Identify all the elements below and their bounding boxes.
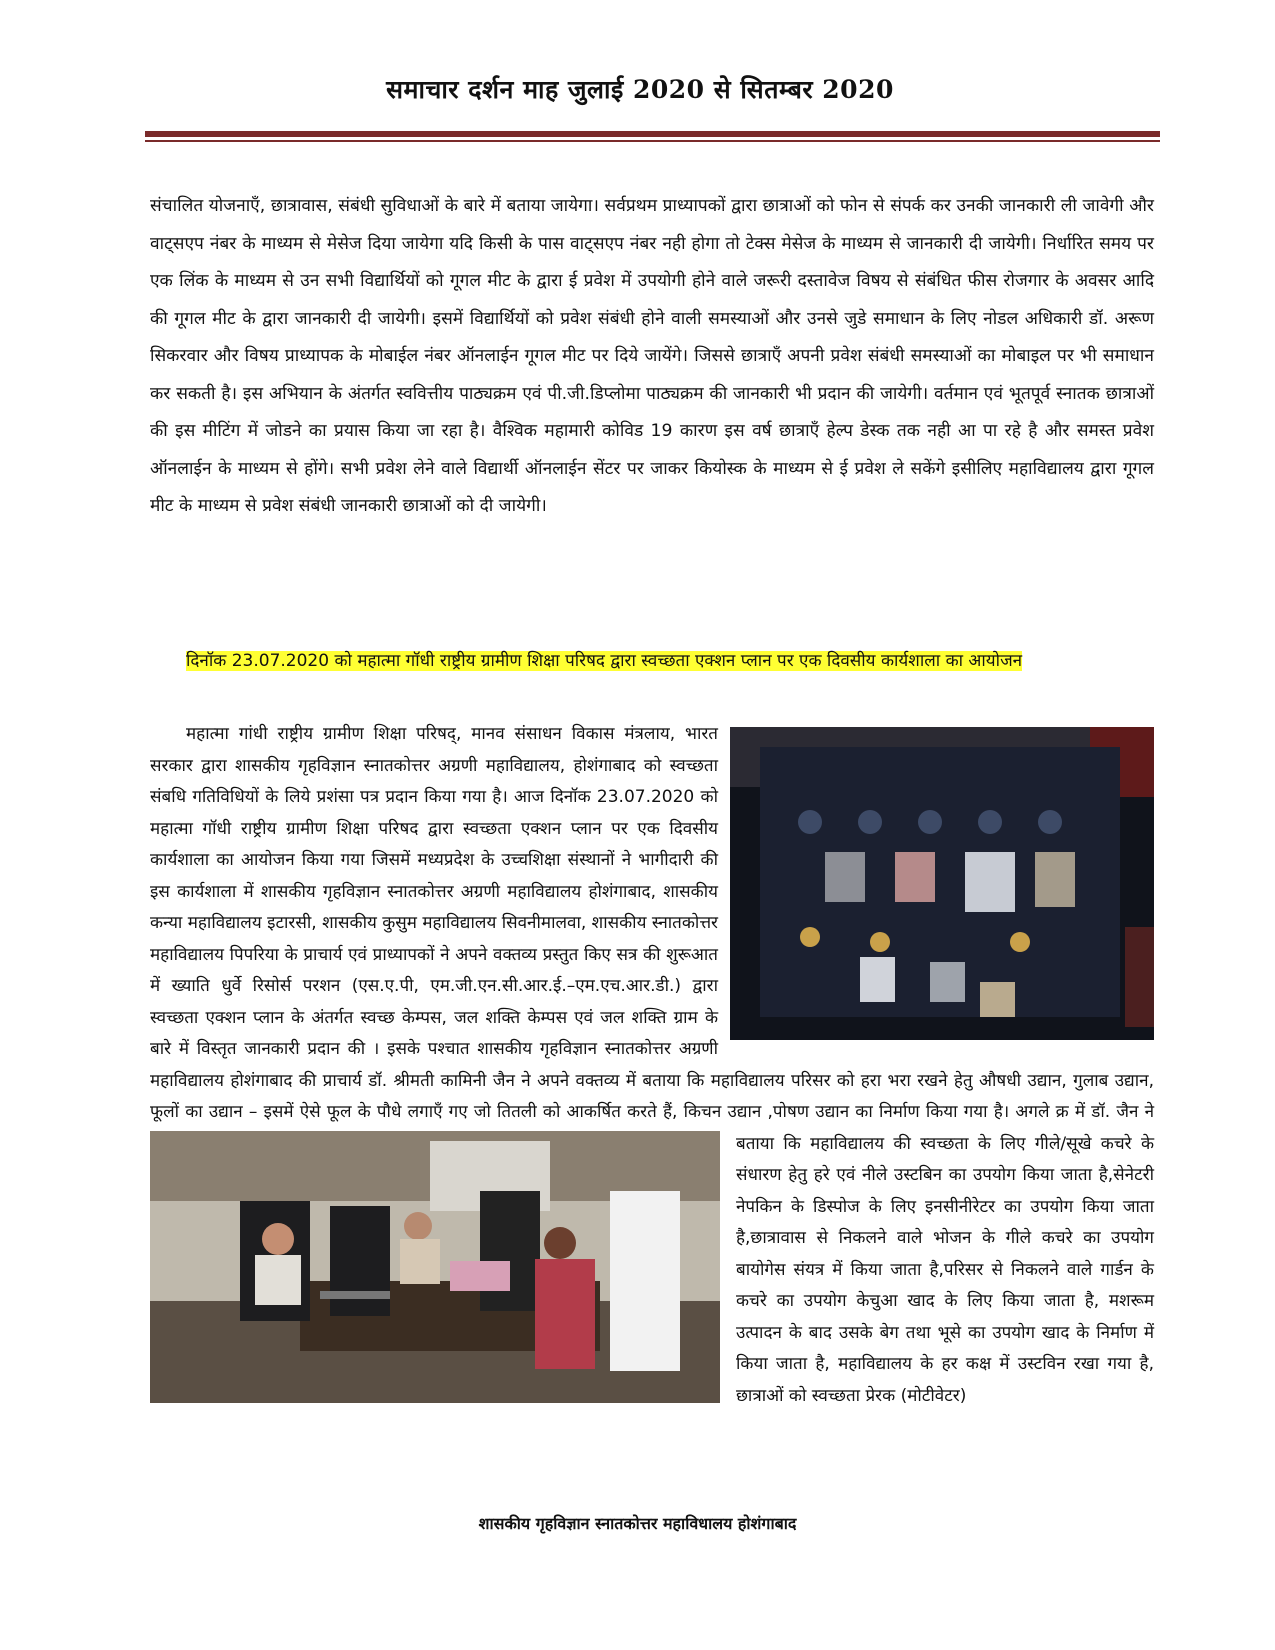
workshop-article (150, 719, 1154, 1412)
intro-paragraph: संचालित योजनाएँ, छात्रावास, संबंधी सुविधाओं के बारे में बताया जायेगा। सर्वप्रथम प्राध्यापकों द्वारा छात्राओं को फोन से संपर्क कर उनकी जानकारी ली जावेगी और वाट्सएप नंबर के माध्यम से मेसेज दिया जायेगा यदि किसी के पास वाट्सएप नंबर नही होगा तो टेक्स मेसेज के माध्यम से जानकारी दी जायेगी। निर्धारित समय पर एक लिंक के माध्यम से उन सभी विद्यार्थियों को गूगल मीट के द्वारा ई प्रवेश में उपयोगी होने वाले जरूरी दस्तावेज विषय से संबंधित फीस रोजगार के अवसर आदि की गूगल मीट के द्वारा जानकारी दी जायेगी। इसमें विद्यार्थियों को प्रवेश संबंधी होने वाली समस्याओं और उनसे जुडे समाधान के लिए नोडल अधिकारी डॉ. अरूण सिकरवार और विषय प्राध्यापक के मोबाईल नंबर ऑनलाईन गूगल मीट पर दिये जायेंगे। जिससे छात्राऍं अपनी प्रवेश संबंधी समस्याओं का मोबाइल पर भी समाधान कर सकती है। इस अभियान के अंतर्गत स्ववित्तीय पाठ्यक्रम एवं पी.जी.डिप्लोमा पाठ्यक्रम की जानकारी भी प्रदान की जायेगी। वर्तमान एवं भूतपूर्व स्नातक छात्राओं की इस मीटिंग में जोडने का प्रयास किया जा रहा है। वैश्विक महामारी कोविड 19 कारण इस वर्ष छात्राऍं हेल्प डेस्क तक नही आ पा रहे है और समस्त प्रवेश ऑनलाईन के माध्यम से होंगे। सभी प्रवेश लेने वाले विद्यार्थी ऑनलाईन सेंटर पर जाकर कियोस्क के माध्यम से ई प्रवेश ले सकेंगे इसीलिए महाविद्यालय द्वारा गूगल मीट के माध्यम से प्रवेश संबंधी जानकारी छात्राओं को दी जायेगी। (150, 196, 1154, 516)
meeting-room-photo (150, 1131, 720, 1403)
video-conference-illustration (730, 727, 1154, 1040)
workshop-paragraph-part1: महात्मा गांधी राष्ट्रीय ग्रामीण शिक्षा परिषद्, मानव संसाधन विकास मंत्रलाय, भारत सरकार द्वारा शासकीय गृहविज्ञान स्नातकोत्तर अग्रणी महाविद्यालय, होशंगाबाद को स्वच्छता संबधि गतिविधियों के लिये प्रशंसा पत्र प्रदान किया गया है। आज दिनॉक 23.07.2020 को महात्मा गॉधी राष्ट्रीय ग्रामीण शिक्षा परिषद द्वारा स्वच्छता एक्शन प्लान पर एक दिवसीय कार्यशाला का आयोजन किया गया जिसमें मध्यप्रदेश के उच्चशिक्षा संस्थानों ने भागीदारी की इस कार्यशाला में शासकीय गृहविज्ञान स्नातकोत्तर अग्रणी महाविद्यालय होशंगाबाद, शासकीय कन्या महाविद्यालय इटारसी, शासकीय कुसुम महाविद्यालय सिवनीमालवा, शासकीय स्नातकोत्तर महाविद्यालय पिपरिया के प्राचार्य एवं प्राध्यापकों ने अपने वक्तव्य प्रस्तुत किए सत्र की शुरूआत में ख्याति धुर्वे रिसोर्स परशन (एस.ए.पी, एम.जी.एन.सी.आर.ई.–एम.एच.आर.डी.) द्वारा स्वच्छता एक्शन प्लान के अंतर्गत स्वच्छ केम्पस, जल शक्ति केम्पस एवं जल शक्ति ग्राम के बारे में विस्तृत जानकारी प्रदान की । इसके पश्चात शासकीय गृहविज्ञान स्नातकोत्तर अग्रणी महाविद्यालय होशंगाबाद की प्राचार्य डॉ. श्रीमती कामिनी जैन ने अपने वक्तव्य में बताया कि महाविद्यालय परिसर को हरा भरा रखने हेतु औषधी उद्यान, गुलाब उद्यान, फूलों का उद्यान – इसमें ऐसे फूल के पौधे लगाऍं गए जो तितली को आकर्षित करते हैं, किचन उद्यान ,पोषण उद्यान का निर्माण किया गया है। अगले क्र में डॉ. जैन ने बताया कि महाविद्यालय की स्वच्छता के लिए गीले/सूखे कचरे (150, 724, 1154, 1154)
page-title: समाचार दर्शन माह जुलाई 2020 से सितम्बर 2020 (386, 75, 894, 104)
footer-college-name: शासकीय गृहविज्ञान स्नातकोत्तर महाविधालय होशंगाबाद (478, 1514, 797, 1533)
header-rule-thick (145, 131, 1160, 137)
meeting-room-illustration (150, 1131, 720, 1403)
header-rule-thin (145, 140, 1160, 142)
video-conference-photo (730, 727, 1154, 1040)
highlighted-heading-text: दिनॉक 23.07.2020 को महात्मा गॉधी राष्ट्रीय ग्रामीण शिक्षा परिषद द्वारा स्वच्छता एक्शन प्लान पर एक दिवसीय कार्यशाला का आयोजन (186, 651, 1023, 671)
highlighted-heading (150, 648, 1154, 675)
workshop-paragraph-part2: के संधारण हेतु हरे एवं नीले उस्टबिन का उपयोग किया जाता है,सेनेटरी नेपकिन के डिस्पोज के लिए इनसीनीरेटर का उपयोग किया जाता है,छात्रावास से निकलने वाले भोजन के गीले कचरे का उपयोग बायोगेस संयत्र में किया जाता है,परिसर से निकलने वाले गार्डन के कचरे का उपयोग केचुआ खाद के लिए किया जाता है, मशरूम उत्पादन के बाद उसके बेग तथा भूसे का उपयोग खाद के निर्माण में किया जाता है, महाविद्यालय के हर कक्ष में उस्टविन रखा गया है, छात्राओं को स्वच्छता प्रेरक (मोटीवेटर) (736, 1133, 1155, 1406)
